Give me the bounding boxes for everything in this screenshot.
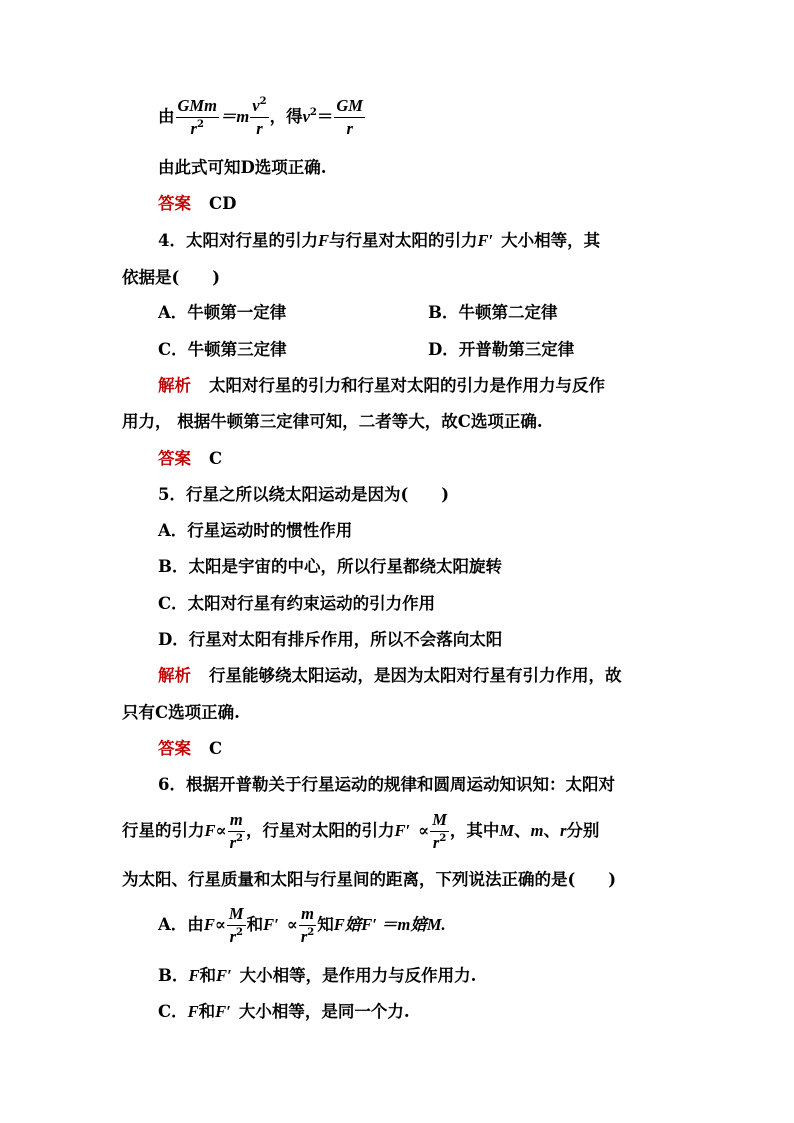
q5-option-a: A．行星运动时的惯性作用	[158, 521, 353, 540]
numerator: GM	[334, 98, 365, 118]
q4-option-d: D．开普勒第三定律	[428, 340, 575, 359]
proportional-symbol: ∝	[286, 915, 298, 934]
answer-label: 答案	[158, 194, 191, 213]
numerator: m	[228, 812, 245, 832]
text-de: ，得	[269, 107, 303, 126]
denominator: $r^2$	[190, 118, 204, 138]
denominator: r	[346, 118, 353, 138]
denominator: r	[256, 118, 263, 138]
equals: ＝	[316, 107, 334, 126]
q5-analysis-line-1: 解析 行星能够绕太阳运动，是因为太阳对行星有引力作用，故	[158, 666, 622, 685]
proportional-symbol: ∝	[214, 915, 226, 934]
var-F: F	[317, 231, 329, 250]
q5-option-d: D．行星对太阳有排斥作用，所以不会落向太阳	[158, 630, 503, 649]
q4-option-c: C．牛顿第三定律	[158, 340, 287, 359]
answer-label: 答案	[158, 739, 191, 758]
analysis-label: 解析	[158, 376, 191, 395]
formula-line	[158, 98, 366, 137]
q6-stem-line-1: 6．根据开普勒关于行星运动的规律和圆周运动知识知：太阳对	[158, 775, 615, 794]
q4-analysis-line-1: 解析 太阳对行星的引力和行星对太阳的引力是作用力与反作	[158, 376, 605, 395]
q4-stem-line-2: 依据是( )	[122, 268, 221, 287]
q5-stem: 5．行星之所以绕太阳运动是因为( )	[158, 485, 450, 504]
fraction-m-r2	[299, 906, 316, 945]
q6-option-c: C．F和F′ 大小相等，是同一个力.	[158, 1002, 410, 1021]
var-F-prime: F′	[477, 231, 494, 250]
fraction-gmm-r2	[176, 98, 219, 137]
q5-option-b: B．太阳是宇宙的中心，所以行星都绕太阳旋转	[158, 557, 502, 576]
fraction-M-r2	[430, 812, 449, 851]
q5-analysis-line-2: 只有C选项正确.	[122, 703, 240, 722]
analysis-label: 解析	[158, 666, 191, 685]
q6-stem-line-3: 为太阳、行星质量和太阳与行星间的距离，下列说法正确的是( )	[122, 870, 617, 889]
numerator: $v^2$	[250, 98, 268, 118]
text-line: 由此式可知D选项正确.	[158, 158, 327, 177]
exp: 2	[309, 107, 317, 118]
answer-line	[158, 196, 236, 213]
numerator: M	[430, 812, 449, 832]
q4-analysis-line-2: 用力， 根据牛顿第三定律可知，二者等大，故C选项正确.	[122, 412, 543, 431]
q4-option-b: B．牛顿第二定律	[428, 303, 558, 322]
denominator: $r^2$	[229, 832, 243, 852]
answer-value: C	[209, 739, 223, 758]
q4-stem-line-1: 4．太阳对行星的引力F与行星对太阳的引力F′ 大小相等，其	[158, 231, 601, 250]
denominator: $r^2$	[229, 926, 243, 946]
denominator: $r^2$	[432, 832, 447, 852]
q6-stem-line-2: 行星的引力F∝ $\frac{m}{r^2}$ ，行星对太阳的引力F′ ∝ $\frac{M}{r^2}$ ，其中M、m、r分别	[122, 810, 600, 852]
q6-option-a: A．由F∝ $\frac{M}{r^2}$ 和F′ ∝ $\frac{m}{r^2}$ 知F婄F′ ＝m婄M.	[158, 904, 446, 946]
numerator: GMm	[176, 98, 219, 118]
numerator: m	[299, 906, 316, 926]
q5-option-c: C．太阳对行星有约束运动的引力作用	[158, 594, 436, 613]
eq-m: ＝m	[219, 107, 250, 126]
var-v: v	[302, 107, 310, 126]
answer-value: CD	[209, 194, 237, 213]
q5-answer	[158, 741, 222, 758]
q4-option-a: A．牛顿第一定律	[158, 303, 287, 322]
numerator: M	[227, 906, 246, 926]
text-you: 由	[158, 107, 175, 126]
fraction-v2-r	[250, 98, 268, 137]
var-F: F	[204, 821, 216, 840]
proportional-symbol: ∝	[418, 821, 430, 840]
answer-value: C	[209, 449, 223, 468]
q6-option-b: B．F和F′ 大小相等，是作用力与反作用力.	[158, 966, 477, 985]
fraction-M-r2	[227, 906, 246, 945]
fraction-gm-r	[334, 98, 365, 137]
answer-label: 答案	[158, 449, 191, 468]
q4-answer	[158, 451, 222, 468]
var-F-prime: F′	[394, 821, 411, 840]
denominator: $r^2$	[300, 926, 315, 946]
proportional-symbol: ∝	[215, 821, 227, 840]
fraction-m-r2	[228, 812, 245, 851]
